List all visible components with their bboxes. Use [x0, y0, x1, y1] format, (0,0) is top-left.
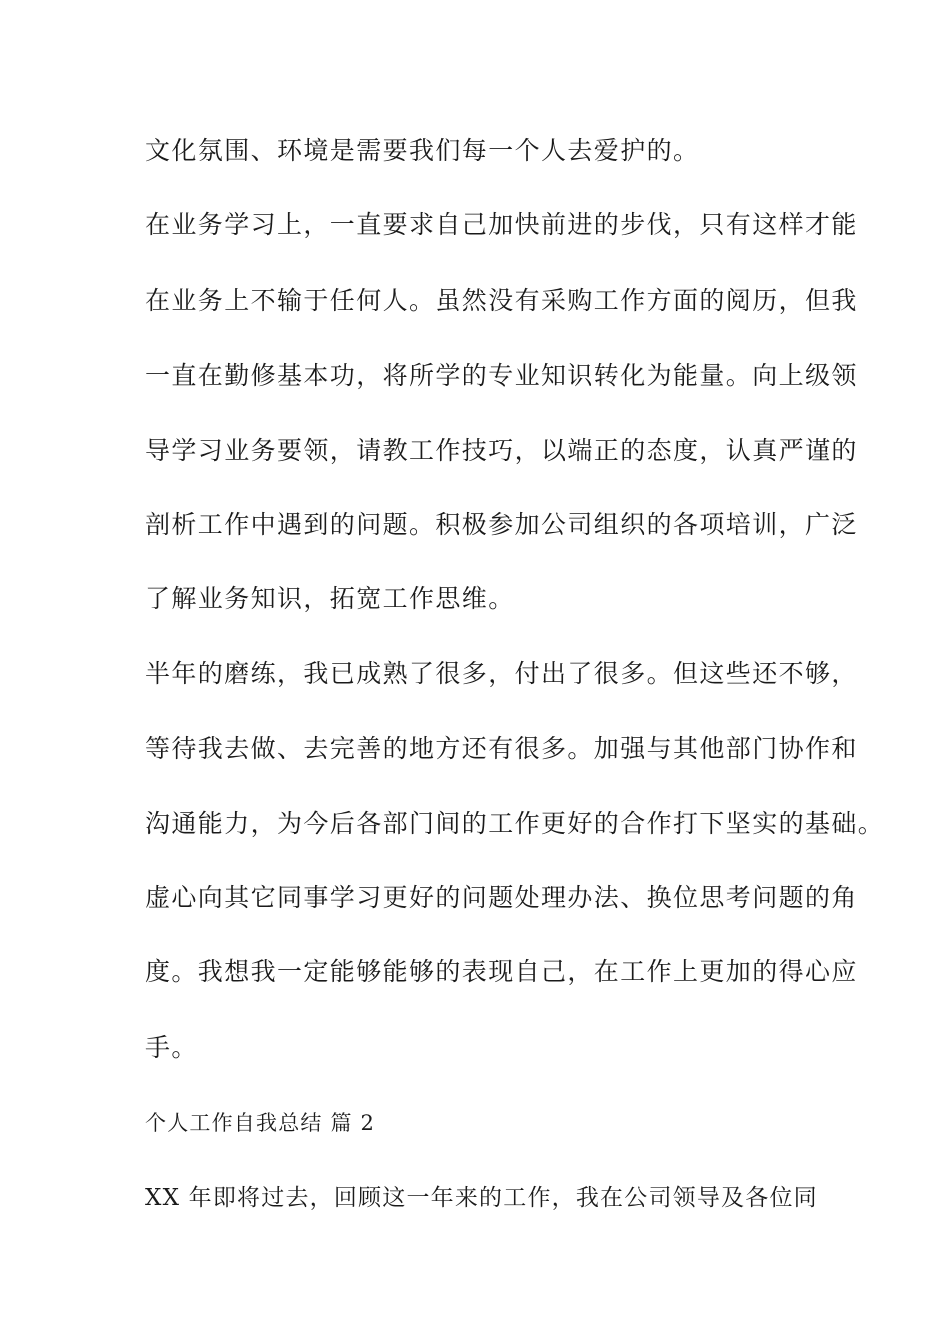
paragraph-line: 剖析工作中遇到的问题。积极参加公司组织的各项培训，广泛 — [145, 510, 858, 539]
paragraph-line: 文化氛围、环境是需要我们每一个人去爱护的。 — [145, 136, 700, 165]
paragraph-line: 虚心向其它同事学习更好的问题处理办法、换位思考问题的角 — [145, 883, 858, 912]
paragraph-line: 在业务学习上，一直要求自己加快前进的步伐，只有这样才能 — [145, 210, 858, 239]
paragraph-line: 半年的磨练，我已成熟了很多，付出了很多。但这些还不够， — [145, 659, 858, 688]
paragraph-line: 沟通能力，为今后各部门间的工作更好的合作打下坚实的基础。 — [145, 809, 885, 838]
paragraph-line: 手。 — [145, 1033, 198, 1062]
paragraph-line: 一直在勤修基本功，将所学的专业知识转化为能量。向上级领 — [145, 361, 858, 390]
paragraph-line: 了解业务知识，拓宽工作思维。 — [145, 584, 515, 613]
paragraph-line: 在业务上不输于任何人。虽然没有采购工作方面的阅历，但我 — [145, 286, 858, 315]
paragraph-line: 导学习业务要领，请教工作技巧，以端正的态度，认真严谨的 — [145, 436, 858, 465]
paragraph-line: XX 年即将过去，回顾这一年来的工作，我在公司领导及各位同 — [145, 1185, 818, 1211]
paragraph-line: 等待我去做、去完善的地方还有很多。加强与其他部门协作和 — [145, 734, 858, 763]
section-heading: 个人工作自我总结 篇 2 — [145, 1111, 376, 1135]
paragraph-line: 度。我想我一定能够能够的表现自己，在工作上更加的得心应 — [145, 957, 858, 986]
